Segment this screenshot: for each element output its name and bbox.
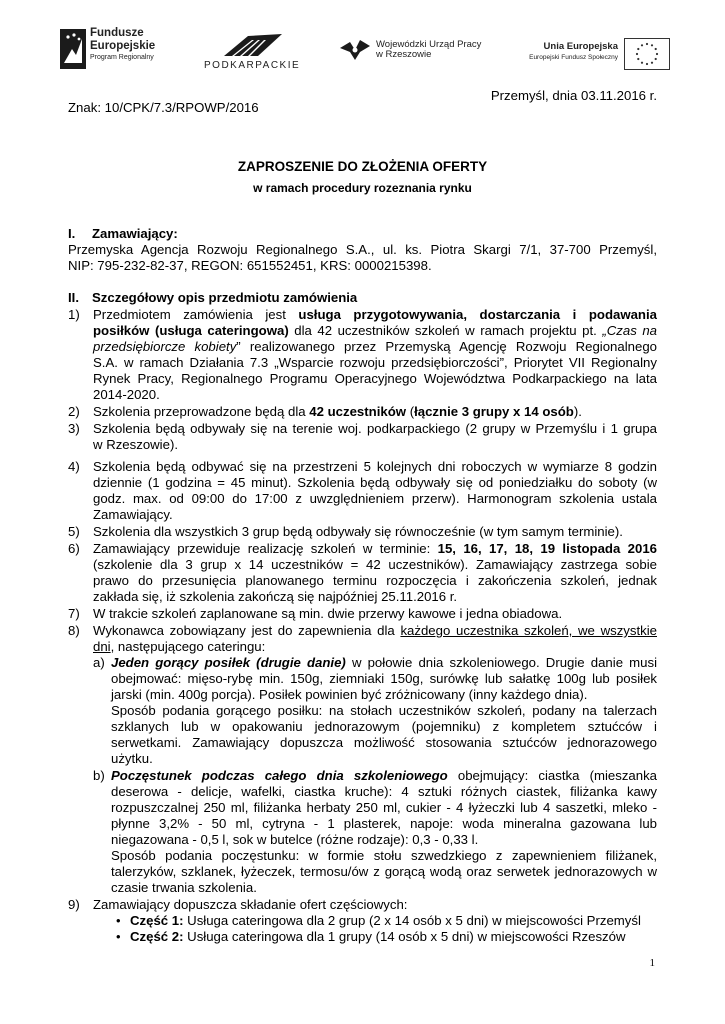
- item4-line1: Szkolenia będą odbywać się na przestrzeni 5 kolejnych dni roboczych w wymiarze 8 godzin: [93, 459, 657, 474]
- fe-line1: Fundusze: [90, 27, 144, 39]
- item8b-line4: płynne 3,2% - 50 ml, cytryna - 1 plasterek, napoje: woda mineralna gazowana lub: [111, 816, 657, 831]
- item8a-line4: Sposób podania gorącego posiłku: na stołach uczestników szkoleń, podany na talerzach: [111, 703, 657, 718]
- item2-line1: [93, 404, 582, 420]
- section2-number: II.: [68, 290, 79, 305]
- item5-line1: Szkolenia dla wszystkich 3 grup będą odbywały się równocześnie (w tym samym terminie).: [93, 524, 623, 539]
- item9-part1-label: Część 1:: [130, 913, 184, 928]
- item1-text: Przedmiotem zamówienia jest: [93, 307, 299, 322]
- item1-service-bold: usługa przygotowywania, dostarczania i podawania: [298, 307, 657, 322]
- item8-line1: [93, 623, 657, 639]
- item8a-label: a): [93, 655, 105, 670]
- wup-line2: w Rzeszowie: [376, 49, 432, 61]
- item6-number: 6): [68, 541, 80, 556]
- item8-number: 8): [68, 623, 80, 638]
- section2-heading: [68, 290, 358, 306]
- item8-underline: każdego uczestnika szkoleń, we wszystkie: [400, 623, 657, 638]
- item3-number: 3): [68, 421, 80, 436]
- item8b-line7: talerzyków, szklanek, łyżeczek, termosu/ów z gorącą wodą oraz serwetek jednorazowych w: [111, 864, 657, 879]
- fundusze-europejskie-emblem-icon: [60, 29, 86, 69]
- fe-line2: Europejskie: [90, 39, 156, 52]
- item4-line2: dziennie (1 godzina = 45 minut). Szkolenia będą odbywały się od poniedziałku do soboty (w: [93, 475, 657, 490]
- item1-text: ” realizowanego przez Przemyską Agencję Rozwoju Regionalnego: [236, 339, 657, 354]
- item6-line3: prawo do przesunięcia planowanego terminu rozpoczęcia i zakończenia szkoleń, jednak: [93, 573, 657, 588]
- item1-line5: Rynek Pracy, Regionalnego Programu Operacyjnego Województwa Podkarpackiego na lata: [93, 371, 657, 386]
- item2-groups-bold: łącznie 3 grupy x 14 osób: [414, 404, 574, 419]
- item6-line1: [93, 541, 657, 557]
- section1-number: I.: [68, 226, 76, 241]
- document-title: ZAPROSZENIE DO ZŁOŻENIA OFERTY: [237, 159, 488, 174]
- item8-text: Wykonawca zobowiązany jest do zapewnienia dla: [93, 623, 401, 638]
- item8-line2: [93, 639, 265, 655]
- fe-line3: Program Regionalny: [90, 54, 154, 62]
- item8a-line5: szklanych lub w opakowaniu jednorazowym (pojemniku) z kompletem sztućców i: [111, 719, 657, 734]
- item8b-label: b): [93, 768, 105, 783]
- item1-line2: [93, 323, 657, 339]
- item8a-line6: serwetkami. Zamawiający dopuszcza możliwość stosowania sztućców jednorazowego: [111, 735, 657, 750]
- item1-project-italic: „Czas na: [602, 323, 657, 338]
- item8a-line2: obejmować: mięso-rybę min. 150g, ziemniaki 150g, surówkę lub sałatkę 100g lub posiłek: [111, 671, 657, 686]
- item3-line1: Szkolenia będą odbywały się na terenie woj. podkarpackiego (2 grupy w Przemyślu i 1 grupa: [93, 421, 657, 436]
- item8-text: , następującego cateringu:: [110, 639, 266, 654]
- item1-catering-bold: posiłków (usługa cateringowa): [93, 323, 289, 338]
- item4-number: 4): [68, 459, 80, 474]
- page-number: 1: [649, 957, 655, 969]
- bullet-icon: •: [116, 929, 121, 944]
- item1-line4: S.A. w ramach Działania 7.3 „Wsparcie rozwoju przedsiębiorczości”, Priorytet VII Regionalny: [93, 355, 657, 370]
- item6-line2: (szkolenie dla 3 grup x 14 uczestników = 42 uczestników). Zamawiający zastrzega sobie: [93, 557, 657, 572]
- item8b-snack-bold-italic: Poczęstunek podczas całego dnia szkoleniowego: [111, 768, 448, 783]
- item2-text: ).: [573, 404, 582, 419]
- item1-project-italic: przedsiębiorcze kobiety: [93, 339, 237, 354]
- item8b-line5: niegazowana - 0,5 l, sok w butelce (różne rodzaje): 0,3 - 0,33 l.: [111, 832, 479, 847]
- place-date: Przemyśl, dnia 03.11.2016 r.: [490, 88, 657, 103]
- item9-number: 9): [68, 897, 80, 912]
- item3-line2: w Rzeszowie).: [93, 437, 179, 452]
- item2-number: 2): [68, 404, 80, 419]
- item9-part2: [130, 929, 626, 945]
- item8b-line2: deserowa - delicje, wafelki, ciastka kruche): 4 sztuki różnych ciastek, filiżanka kawy: [111, 784, 657, 799]
- item1-line1: [93, 307, 657, 323]
- podkarpackie-label: PODKARPACKIE: [204, 60, 301, 71]
- item9-part2-label: Część 2:: [130, 929, 184, 944]
- item7-number: 7): [68, 606, 80, 621]
- logo-wup-rzeszow: [338, 38, 508, 68]
- logo-podkarpackie: [202, 32, 302, 76]
- podkarpackie-stripes-icon: [218, 32, 288, 58]
- item2-text: (: [406, 404, 415, 419]
- section1-line1: Przemyska Agencja Rozwoju Regionalnego S.A., ul. ks. Piotra Skargi 7/1, 37-700 Przemyśl,: [68, 242, 657, 257]
- item9-part2-text: Usługa cateringowa dla 1 grupy (14 osób x 5 dni) w miejscowości Rzeszów: [183, 929, 626, 944]
- item8b-line3: rozpuszczalnej 250 ml, filiżanka herbaty 250 ml, cukier - 4 łyżeczki lub 4 saszetki, mleko -: [111, 800, 657, 815]
- section1-title: Zamawiający:: [92, 226, 178, 241]
- item9-line1: Zamawiający dopuszcza składanie ofert częściowych:: [93, 897, 408, 912]
- item8a-line1: [111, 655, 657, 671]
- section1-line2: NIP: 795-232-82-37, REGON: 651552451, KRS: 0000215398.: [68, 258, 432, 273]
- item8b-text: obejmujący: ciastka (mieszanka: [447, 768, 658, 783]
- item8b-line8: czasie trwania szkolenia.: [111, 880, 257, 895]
- item2-participants-bold: 42 uczestników: [309, 404, 407, 419]
- wup-line1: Wojewódzki Urząd Pracy: [376, 39, 482, 50]
- item4-line4: Zamawiający.: [93, 507, 173, 522]
- item7-line1: W trakcie szkoleń zaplanowane są min. dwie przerwy kawowe i jedna obiadowa.: [93, 606, 563, 621]
- reference-number: Znak: 10/CPK/7.3/RPOWP/2016: [68, 100, 259, 115]
- item8b-line1: [111, 768, 657, 784]
- item8-underline: dni: [93, 639, 111, 654]
- item4-line3: godz. max. od 09:00 do 17:00 z uwzględnieniem przerw). Harmonogram szkolenia ustala: [93, 491, 657, 506]
- item8a-text: w połowie dnia szkoleniowego. Drugie danie musi: [345, 655, 657, 670]
- item8a-line3: jarski (min. 400g porcja). Posiłek powinien być zróżnicowany (inny każdego dnia).: [111, 687, 588, 702]
- bullet-icon: •: [116, 913, 121, 928]
- item2-text: Szkolenia przeprowadzone będą dla: [93, 404, 310, 419]
- logo-unia-europejska: [513, 38, 673, 72]
- item8a-line7: użytku.: [111, 751, 153, 766]
- item9-part1: [130, 913, 641, 929]
- logo-fundusze-europejskie: [60, 27, 170, 75]
- item9-part1-text: Usługa cateringowa dla 2 grup (2 x 14 osób x 5 dni) w miejscowości Przemyśl: [183, 913, 641, 928]
- item8a-meal-bold-italic: Jeden gorący posiłek (drugie danie): [111, 655, 346, 670]
- item8b-line6: Sposób podania poczęstunku: w formie stołu szwedzkiego z zapewnieniem filiżanek,: [111, 848, 657, 863]
- wup-bird-icon: [338, 38, 372, 62]
- section1-heading: [68, 226, 178, 242]
- item6-dates-bold: 15, 16, 17, 18, 19 listopada 2016: [437, 541, 657, 556]
- section2-title: Szczegółowy opis przedmiotu zamówienia: [92, 290, 358, 305]
- item5-number: 5): [68, 524, 80, 539]
- item1-text: dla 42 uczestników szkoleń w ramach projektu pt.: [288, 323, 603, 338]
- document-subtitle: w ramach procedury rozeznania rynku: [253, 181, 472, 195]
- ue-line1: Unia Europejska: [543, 41, 618, 52]
- ue-line2: Europejski Fundusz Społeczny: [529, 54, 618, 62]
- item6-text: Zamawiający przewiduje realizację szkoleń w terminie:: [93, 541, 438, 556]
- item1-line3: [93, 339, 657, 355]
- item1-line6: 2014-2020.: [93, 387, 160, 402]
- item6-line4: zakłada się, iż szkolenia zakończą się najpóźniej 25.11.2016 r.: [93, 589, 458, 604]
- eu-flag-icon: [624, 38, 670, 70]
- item1-number: 1): [68, 307, 80, 322]
